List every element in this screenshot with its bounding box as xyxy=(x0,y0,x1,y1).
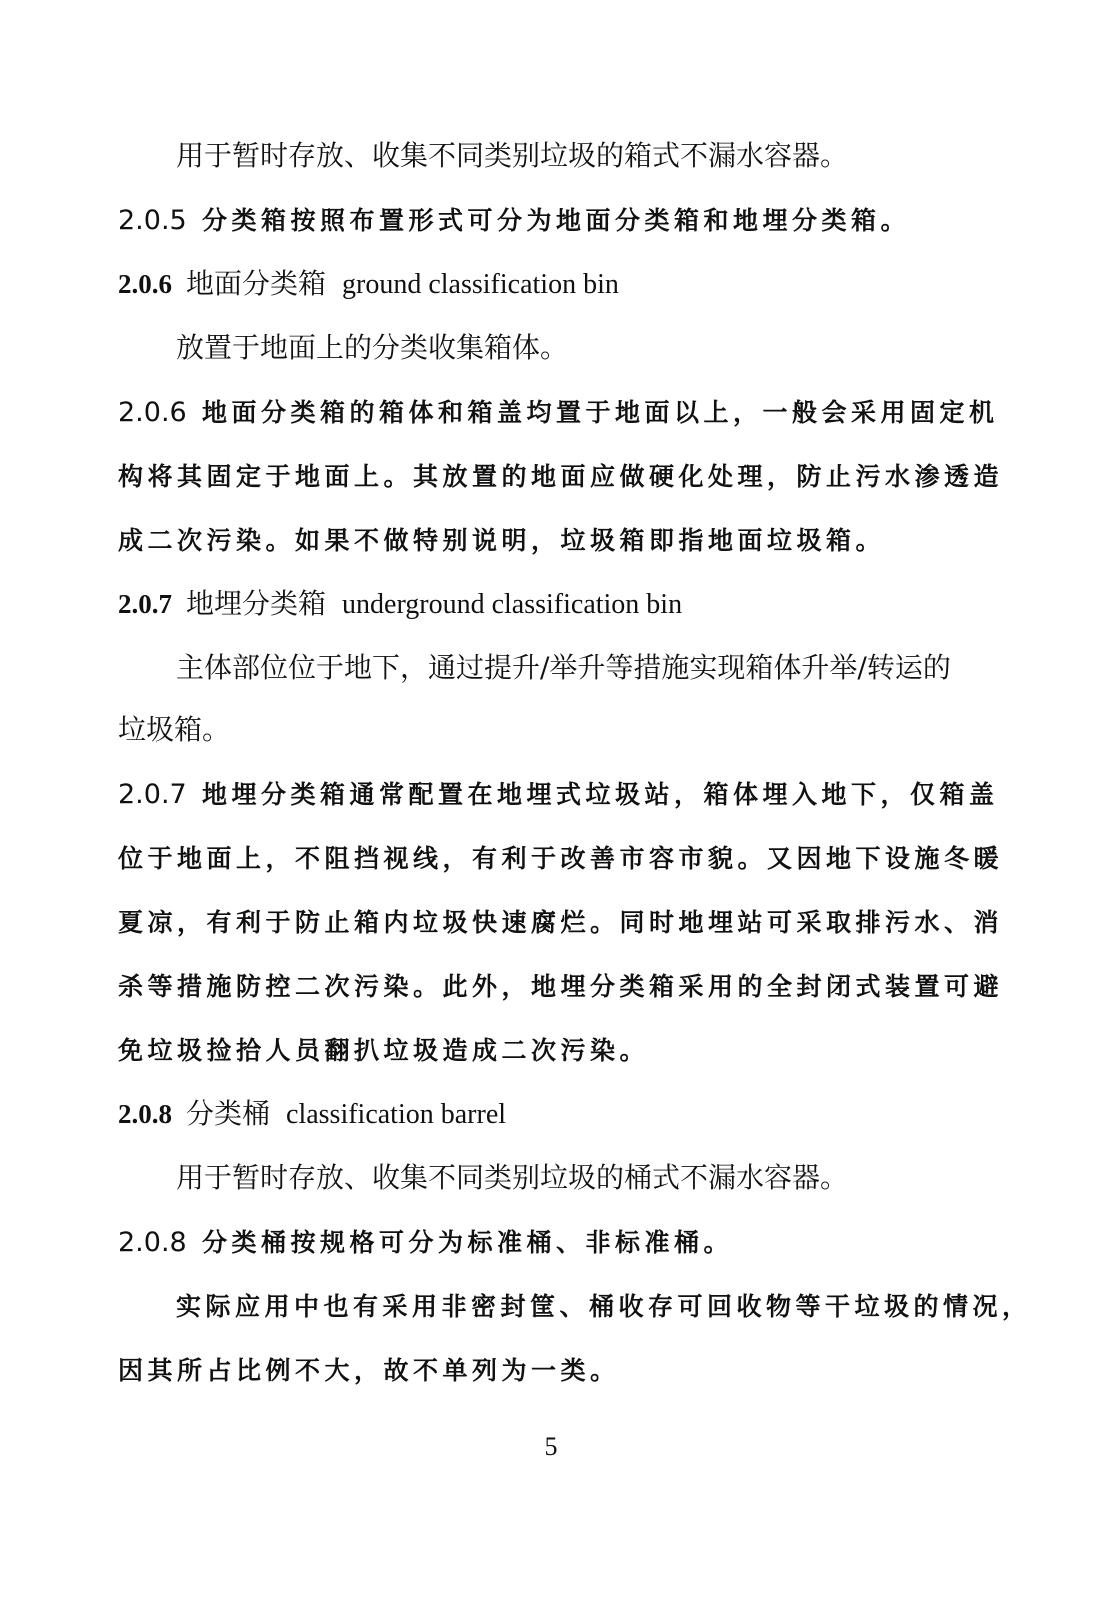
definition-text: 垃圾箱。 xyxy=(118,713,231,746)
term-english: classification barrel xyxy=(286,1099,507,1130)
explanation-text: 分类桶按规格可分为标准桶、非标准桶。 xyxy=(202,1228,734,1257)
explanation-text: 实际应用中也有采用非密封筐、桶收存可回收物等干垃圾的情况， xyxy=(176,1292,1032,1321)
explanation-2-0-7-line-5 xyxy=(118,1028,998,1072)
definition-2-0-5 xyxy=(176,134,998,178)
definition-2-0-7-line-1 xyxy=(176,646,998,690)
explanation-2-0-8 xyxy=(118,1220,998,1264)
definition-2-0-8 xyxy=(176,1156,998,1200)
explanation-text: 地埋分类箱通常配置在地埋式垃圾站，箱体埋入地下，仅箱盖 xyxy=(202,780,999,809)
explanation-text: 夏凉，有利于防止箱内垃圾快速腐烂。同时地埋站可采取排污水、消 xyxy=(118,908,1004,937)
definition-2-0-7-line-2 xyxy=(118,708,998,752)
explanation-2-0-6-line-2 xyxy=(118,454,1004,498)
term-2-0-7 xyxy=(118,582,998,626)
explanation-2-0-6-line-3 xyxy=(118,518,998,562)
explanation-2-0-6-line-1 xyxy=(118,390,998,434)
term-2-0-6 xyxy=(118,262,998,306)
explanation-text: 地面分类箱的箱体和箱盖均置于地面以上，一般会采用固定机 xyxy=(202,398,999,427)
definition-text: 放置于地面上的分类收集箱体。 xyxy=(176,331,569,364)
explanation-text: 构将其固定于地面上。其放置的地面应做硬化处理，防止污水渗透造 xyxy=(118,462,1004,491)
term-chinese: 分类桶 xyxy=(186,1097,271,1130)
term-english: ground classification bin xyxy=(342,269,619,300)
explanation-2-0-7-line-3 xyxy=(118,900,1004,944)
explanation-text: 因其所占比例不大，故不单列为一类。 xyxy=(118,1356,620,1385)
explanation-2-0-7-line-4 xyxy=(118,964,1004,1008)
explanation-text: 杀等措施防控二次污染。此外，地埋分类箱采用的全封闭式装置可避 xyxy=(118,972,1004,1001)
explanation-2-0-8-para-2-line-2 xyxy=(118,1348,998,1392)
clause-number: 2.0.6 xyxy=(118,397,187,428)
explanation-2-0-7-line-1 xyxy=(118,772,998,816)
definition-text: 用于暂时存放、收集不同类别垃圾的桶式不漏水容器。 xyxy=(176,1161,849,1194)
explanation-2-0-7-line-2 xyxy=(118,836,1004,880)
term-number: 2.0.6 xyxy=(118,269,172,299)
definition-text: 用于暂时存放、收集不同类别垃圾的箱式不漏水容器。 xyxy=(176,139,849,172)
clause-number: 2.0.7 xyxy=(118,779,187,810)
term-english: underground classification bin xyxy=(342,589,683,620)
term-number: 2.0.7 xyxy=(118,589,172,619)
term-2-0-8 xyxy=(118,1092,998,1136)
explanation-text: 分类箱按照布置形式可分为地面分类箱和地埋分类箱。 xyxy=(202,206,911,235)
page-number: 5 xyxy=(544,1432,558,1461)
clause-number: 2.0.8 xyxy=(118,1227,187,1258)
explanation-2-0-8-para-2-line-1 xyxy=(176,1284,1032,1328)
clause-number: 2.0.5 xyxy=(118,205,187,236)
term-chinese: 地埋分类箱 xyxy=(186,587,327,620)
explanation-text: 成二次污染。如果不做特别说明，垃圾箱即指地面垃圾箱。 xyxy=(118,526,886,555)
term-number: 2.0.8 xyxy=(118,1099,172,1129)
explanation-2-0-5 xyxy=(118,198,998,242)
definition-text: 主体部位位于地下，通过提升/举升等措施实现箱体升举/转运的 xyxy=(176,651,951,684)
definition-2-0-6 xyxy=(176,326,998,370)
term-chinese: 地面分类箱 xyxy=(186,267,327,300)
explanation-text: 免垃圾捡拾人员翻扒垃圾造成二次污染。 xyxy=(118,1036,650,1065)
explanation-text: 位于地面上，不阻挡视线，有利于改善市容市貌。又因地下设施冬暖 xyxy=(118,844,1004,873)
